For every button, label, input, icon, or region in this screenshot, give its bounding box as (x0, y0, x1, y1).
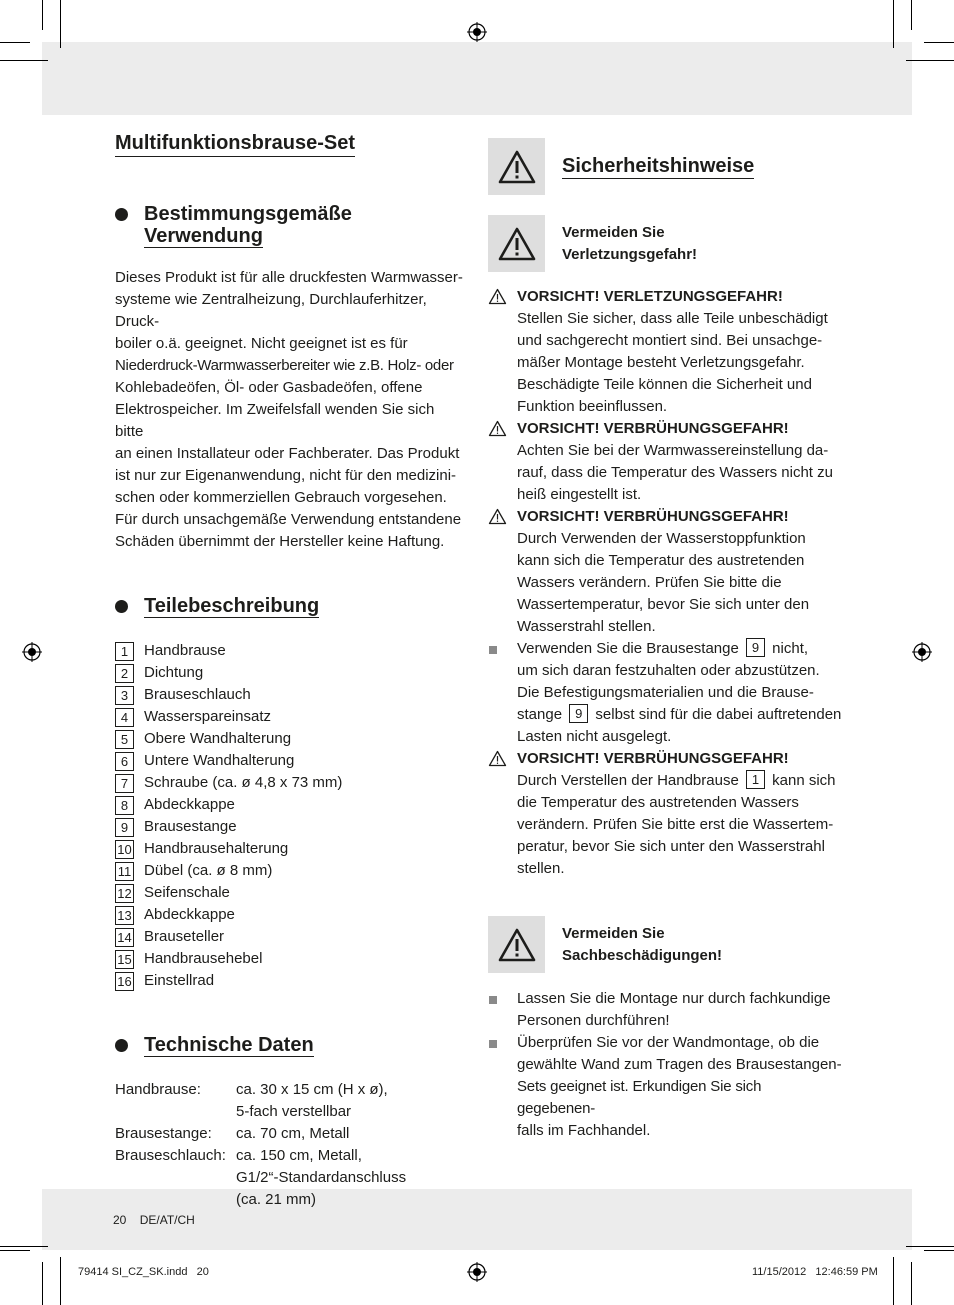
part-label: Wasserspareinsatz (144, 708, 271, 725)
text-fragment: Verwenden Sie die Brausestange (517, 640, 739, 657)
spec-value: (ca. 21 mm) (236, 1191, 317, 1208)
square-bullet-icon (489, 646, 497, 654)
text-line: kann sich die Temperatur des austretenden (517, 552, 805, 569)
text-line: Beschädigte Teile können die Sicherheit und (517, 376, 812, 393)
crop-mark (0, 60, 48, 61)
text-line: Durch Verwenden der Wasserstoppfunktion (517, 530, 806, 547)
text-line: rauf, dass die Temperatur des Wassers nicht zu (517, 464, 833, 481)
text-line: und sachgerecht montiert sind. Bei unsachge- (517, 332, 823, 349)
spec-value: ca. 30 x 15 cm (H x ø), (236, 1081, 388, 1098)
registration-mark-icon (467, 22, 487, 42)
box-title-line: Vermeiden Sie (562, 924, 665, 942)
warning-item (488, 506, 843, 638)
text-line: falls im Fachhandel. (517, 1122, 651, 1139)
text-line: Niederdruck-Warmwasserbereiter wie z.B. Holz- oder (115, 357, 454, 374)
part-number: 7 (115, 774, 134, 793)
text-line: Lasten nicht ausgelegt. (517, 728, 672, 745)
crop-mark (924, 1250, 954, 1251)
part-number: 8 (115, 796, 134, 815)
section-heading-parts (115, 595, 465, 617)
bullet-item (488, 988, 843, 1032)
text-line: Wassers verändern. Prüfen Sie bitte die (517, 574, 782, 591)
list-item (115, 970, 465, 992)
text-line: Schäden übernimmt der Hersteller keine Haftung. (115, 533, 445, 550)
part-number: 9 (115, 818, 134, 837)
text-line: schen oder kommerziellen Gebrauch vorgesehen. (115, 489, 447, 506)
part-number: 1 (115, 642, 134, 661)
heading-line: Teilebeschreibung (144, 595, 320, 617)
part-label: Handbrause (144, 642, 226, 659)
part-number: 6 (115, 752, 134, 771)
text-line: heiß eingestellt ist. (517, 486, 642, 503)
heading-line: Bestimmungsgemäße (144, 203, 352, 225)
bullet-dot-icon (115, 600, 128, 613)
text-line: verändern. Prüfen Sie bitte erst die Wassertem- (517, 816, 834, 833)
part-number: 14 (115, 928, 134, 947)
small-warning-icon (488, 420, 507, 437)
text-fragment: Durch Verstellen der Handbrause (517, 772, 739, 789)
text-line: gewählte Wand zum Tragen des Brausestangen- (517, 1056, 842, 1073)
text-fragment: selbst sind für die dabei auftretenden (595, 706, 842, 723)
part-number: 4 (115, 708, 134, 727)
text-line: Elektrospeicher. Im Zweifelsfall wenden Sie sich bitte (115, 401, 435, 440)
small-warning-icon (488, 508, 507, 525)
text-line (517, 638, 843, 660)
text-line: Wasserstrahl stellen. (517, 618, 656, 635)
part-label: Obere Wandhalterung (144, 730, 292, 747)
text-line: Funktion beeinflussen. (517, 398, 668, 415)
list-item (115, 772, 465, 794)
box-title-line: Verletzungsgefahr! (562, 245, 698, 263)
text-line: Die Befestigungsmaterialien und die Brause- (517, 684, 814, 701)
crop-mark (924, 42, 954, 43)
text-line: die Temperatur des austretenden Wassers (517, 794, 799, 811)
page-title: Multifunktionsbrause-Set (115, 132, 355, 157)
text-line: Lassen Sie die Montage nur durch fachkundige (517, 990, 831, 1007)
part-reference: 9 (746, 638, 765, 657)
header-band (42, 42, 912, 115)
list-item (115, 948, 465, 970)
list-item (115, 926, 465, 948)
registration-mark-icon (912, 642, 932, 662)
part-label: Handbrausehebel (144, 950, 263, 967)
list-item (115, 838, 465, 860)
heading-line: Verwendung (144, 225, 263, 247)
box-title (562, 923, 722, 967)
square-bullet-icon (489, 996, 497, 1004)
part-number: 3 (115, 686, 134, 705)
square-bullet-icon (489, 1040, 497, 1048)
part-label: Einstellrad (144, 972, 215, 989)
text-line: Wassertemperatur, bevor Sie sich unter den (517, 596, 810, 613)
spec-label (115, 1167, 236, 1189)
crop-mark (911, 1262, 912, 1305)
spec-value: ca. 150 cm, Metall, (236, 1147, 362, 1164)
bullet-item (488, 1032, 843, 1142)
text-fragment: nicht, (772, 640, 809, 657)
bullet-dot-icon (115, 208, 128, 221)
part-label: Dichtung (144, 664, 204, 681)
text-line: Sets geeignet ist. Erkundigen Sie sich gegebenen- (517, 1078, 762, 1117)
warning-box (488, 215, 545, 272)
text-line: an einen Installateur oder Fachberater. Das Produkt (115, 445, 460, 462)
crop-mark (42, 1262, 43, 1305)
text-line: peratur, bevor Sie sich unter den Wasserstrahl (517, 838, 825, 855)
spec-label: Brauseschlauch: (115, 1147, 226, 1164)
warning-head: VORSICHT! VERBRÜHUNGSGEFAHR! (517, 508, 789, 525)
list-item (115, 860, 465, 882)
text-line: stellen. (517, 860, 565, 877)
list-item (115, 794, 465, 816)
damage-items (488, 988, 843, 1142)
part-reference: 1 (746, 770, 765, 789)
bullet-dot-icon (115, 1039, 128, 1052)
list-item (115, 904, 465, 926)
list-item (115, 662, 465, 684)
part-label: Seifenschale (144, 884, 230, 901)
crop-mark (911, 0, 912, 30)
text-fragment: stange (517, 706, 563, 723)
heading-line: Technische Daten (144, 1034, 314, 1056)
part-number: 16 (115, 972, 134, 991)
spec-label: Brausestange: (115, 1125, 212, 1142)
parts-list (115, 640, 465, 992)
page-footer (113, 1213, 195, 1227)
warning-triangle-icon (498, 928, 536, 962)
part-label: Dübel (ca. ø 8 mm) (144, 862, 273, 879)
tech-specs-table (115, 1079, 465, 1211)
text-line: mäßer Montage besteht Verletzungsgefahr. (517, 354, 805, 371)
warning-head: VORSICHT! VERLETZUNGSGEFAHR! (517, 288, 783, 305)
text-line: um sich daran festzuhalten oder abzustützen. (517, 662, 820, 679)
crop-mark (0, 1250, 30, 1251)
usage-paragraph (115, 267, 465, 553)
crop-mark (0, 42, 30, 43)
list-item (115, 684, 465, 706)
bullet-item (488, 638, 843, 748)
text-line: Dieses Produkt ist für alle druckfesten Warmwasser- (115, 269, 463, 286)
box-title-line: Vermeiden Sie (562, 223, 665, 241)
crop-mark (60, 0, 61, 48)
list-item (115, 728, 465, 750)
warning-box (488, 916, 545, 973)
list-item (115, 816, 465, 838)
part-number: 11 (115, 862, 134, 881)
safety-heading-row (488, 138, 843, 195)
part-label: Brauseschlauch (144, 686, 251, 703)
warning-item (488, 418, 843, 506)
text-line (517, 770, 843, 792)
crop-mark (0, 1246, 48, 1247)
part-label: Untere Wandhalterung (144, 752, 295, 769)
injury-box-row (488, 215, 843, 272)
spec-value: 5-fach verstellbar (236, 1103, 352, 1120)
part-label: Handbrausehalterung (144, 840, 289, 857)
slug-filename: 79414 SI_CZ_SK.indd 20 (78, 1266, 209, 1278)
spec-label: Handbrause: (115, 1081, 201, 1098)
section-heading-tech (115, 1034, 465, 1056)
text-line: boiler o.ä. geeignet. Nicht geeignet ist es für (115, 335, 408, 352)
part-label: Abdeckkappe (144, 906, 235, 923)
part-number: 13 (115, 906, 134, 925)
small-warning-icon (488, 750, 507, 767)
crop-mark (893, 0, 894, 48)
left-column (115, 128, 465, 1211)
warning-head: VORSICHT! VERBRÜHUNGSGEFAHR! (517, 750, 789, 767)
text-line: systeme wie Zentralheizung, Durchlauferhitzer, Druck- (115, 291, 427, 330)
crop-mark (906, 1246, 954, 1247)
warning-item (488, 286, 843, 418)
warning-box (488, 138, 545, 195)
box-title (562, 222, 697, 266)
small-warning-icon (488, 288, 507, 305)
damage-box-row (488, 916, 843, 973)
part-label: Abdeckkappe (144, 796, 235, 813)
spec-value: ca. 70 cm, Metall (236, 1125, 350, 1142)
language-code: DE/AT/CH (139, 1213, 195, 1227)
list-item (115, 750, 465, 772)
list-item (115, 640, 465, 662)
registration-mark-icon (467, 1262, 487, 1282)
slug-date: 11/15/2012 12:46:59 PM (752, 1266, 878, 1278)
part-label: Brauseteller (144, 928, 225, 945)
list-item (115, 706, 465, 728)
part-number: 12 (115, 884, 134, 903)
text-fragment: kann sich (772, 772, 836, 789)
right-column (488, 128, 843, 1142)
part-number: 15 (115, 950, 134, 969)
text-line: Überprüfen Sie vor der Wandmontage, ob die (517, 1034, 820, 1051)
safety-title: Sicherheitshinweise (562, 154, 755, 177)
text-line: Stellen Sie sicher, dass alle Teile unbeschädigt (517, 310, 828, 327)
registration-mark-icon (22, 642, 42, 662)
list-item (115, 882, 465, 904)
part-number: 5 (115, 730, 134, 749)
text-line: Personen durchführen! (517, 1012, 670, 1029)
section-heading-usage (115, 203, 465, 247)
part-label: Brausestange (144, 818, 237, 835)
box-title-line: Sachbeschädigungen! (562, 946, 723, 964)
spec-value: G1/2“-Standardanschluss (236, 1169, 407, 1186)
warning-triangle-icon (498, 227, 536, 261)
warning-triangle-icon (498, 150, 536, 184)
text-line: Achten Sie bei der Warmwassereinstellung da- (517, 442, 829, 459)
page-number: 20 (113, 1213, 127, 1227)
text-line: Kohlebadeöfen, Öl- oder Gasbadeöfen, offene (115, 379, 423, 396)
spec-label (115, 1189, 236, 1211)
warning-item (488, 748, 843, 880)
crop-mark (42, 0, 43, 30)
crop-mark (906, 60, 954, 61)
warning-head: VORSICHT! VERBRÜHUNGSGEFAHR! (517, 420, 789, 437)
text-line (517, 704, 843, 726)
crop-mark (60, 1257, 61, 1305)
text-line: Für durch unsachgemäße Verwendung entstandene (115, 511, 462, 528)
part-reference: 9 (569, 704, 588, 723)
part-number: 2 (115, 664, 134, 683)
text-line: ist nur zur Eigenanwendung, nicht für den medizini- (115, 467, 457, 484)
part-number: 10 (115, 840, 134, 859)
part-label: Schraube (ca. ø 4,8 x 73 mm) (144, 774, 343, 791)
safety-items (488, 286, 843, 880)
spec-label (115, 1101, 236, 1123)
crop-mark (893, 1257, 894, 1305)
